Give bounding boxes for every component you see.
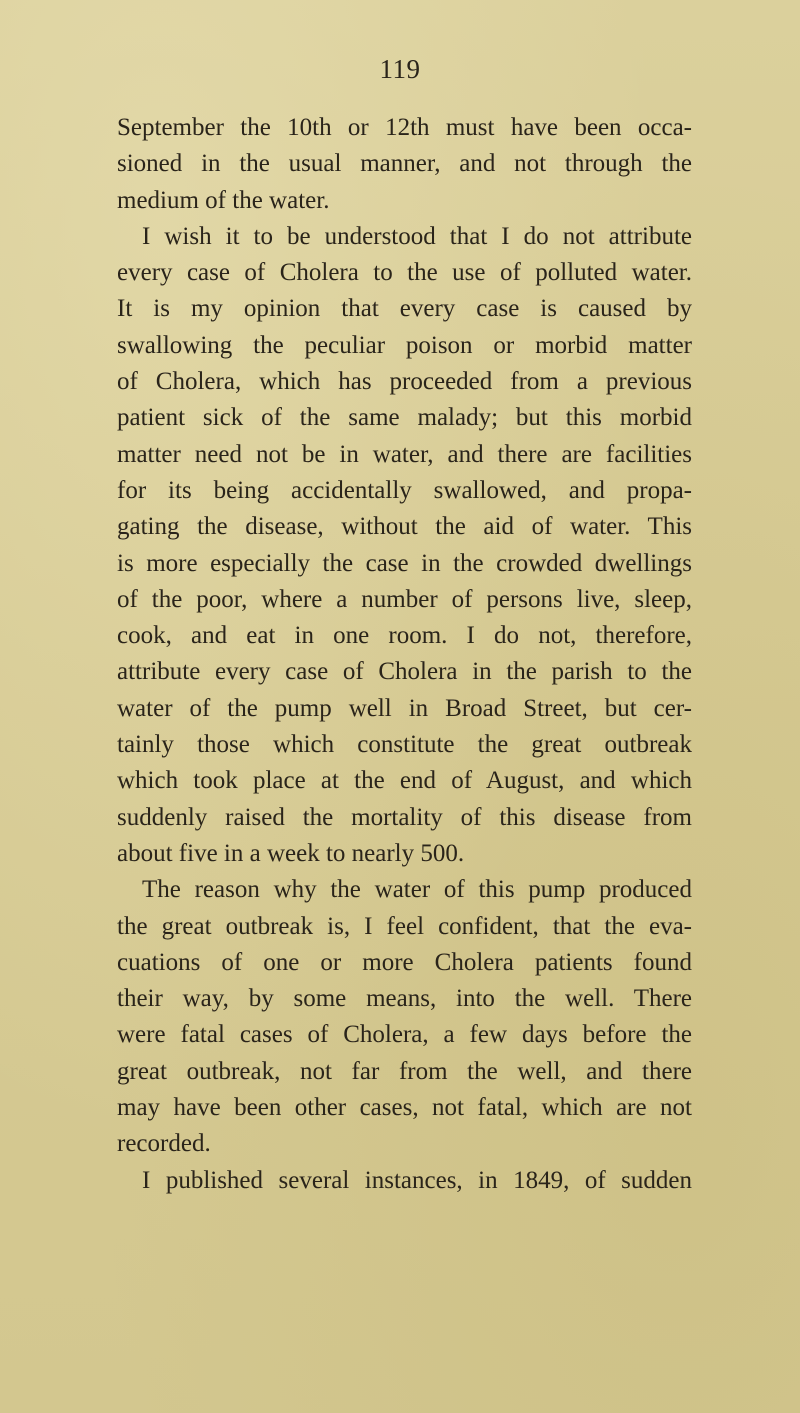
text-line: suddenly raised the mortality of this disease from bbox=[117, 803, 692, 831]
text-line: their way, by some means, into the well. There bbox=[117, 985, 692, 1013]
text-line: gating the disease, without the aid of water. This bbox=[117, 513, 692, 541]
text-line: tainly those which constitute the great outbreak bbox=[117, 731, 692, 759]
page-number: 119 bbox=[379, 54, 421, 84]
text-line: matter need not be in water, and there are facilities bbox=[117, 440, 692, 468]
text-line: It is my opinion that every case is caused by bbox=[117, 295, 692, 323]
text-line: water of the pump well in Broad Street, but cer- bbox=[117, 694, 692, 722]
text-line: may have been other cases, not fatal, which are not bbox=[117, 1094, 692, 1122]
text-line: The reason why the water of this pump produced bbox=[142, 876, 692, 904]
text-line: of the poor, where a number of persons live, sleep, bbox=[117, 585, 692, 613]
text-line: great outbreak, not far from the well, and there bbox=[117, 1057, 692, 1085]
text-line: cuations of one or more Cholera patients found bbox=[117, 948, 692, 976]
text-line: were fatal cases of Cholera, a few days before the bbox=[117, 1021, 692, 1049]
text-line: cook, and eat in one room. I do not, therefore, bbox=[117, 622, 692, 650]
body-text bbox=[117, 110, 692, 1199]
text-line: every case of Cholera to the use of polluted water. bbox=[117, 259, 692, 287]
text-line: the great outbreak is, I feel confident, that the eva- bbox=[117, 912, 692, 940]
text-line: I published several instances, in 1849, of sudden bbox=[142, 1166, 692, 1194]
text-line: swallowing the peculiar poison or morbid matter bbox=[117, 331, 692, 359]
text-line: for its being accidentally swallowed, and propa- bbox=[117, 476, 692, 504]
text-line: September the 10th or 12th must have been occa- bbox=[117, 114, 692, 141]
text-line: recorded. bbox=[117, 1130, 211, 1158]
text-line: about five in a week to nearly 500. bbox=[117, 839, 465, 867]
text-line: patient sick of the same malady; but this morbid bbox=[117, 404, 692, 432]
text-line: attribute every case of Cholera in the parish to the bbox=[117, 658, 692, 686]
text-line: medium of the water. bbox=[117, 186, 330, 214]
text-line: is more especially the case in the crowded dwellings bbox=[117, 549, 692, 577]
text-line: I wish it to be understood that I do not attribute bbox=[142, 222, 692, 250]
text-line: sioned in the usual manner, and not through the bbox=[117, 150, 692, 178]
text-line: which took place at the end of August, and which bbox=[117, 767, 692, 795]
text-line: of Cholera, which has proceeded from a previous bbox=[117, 368, 692, 396]
